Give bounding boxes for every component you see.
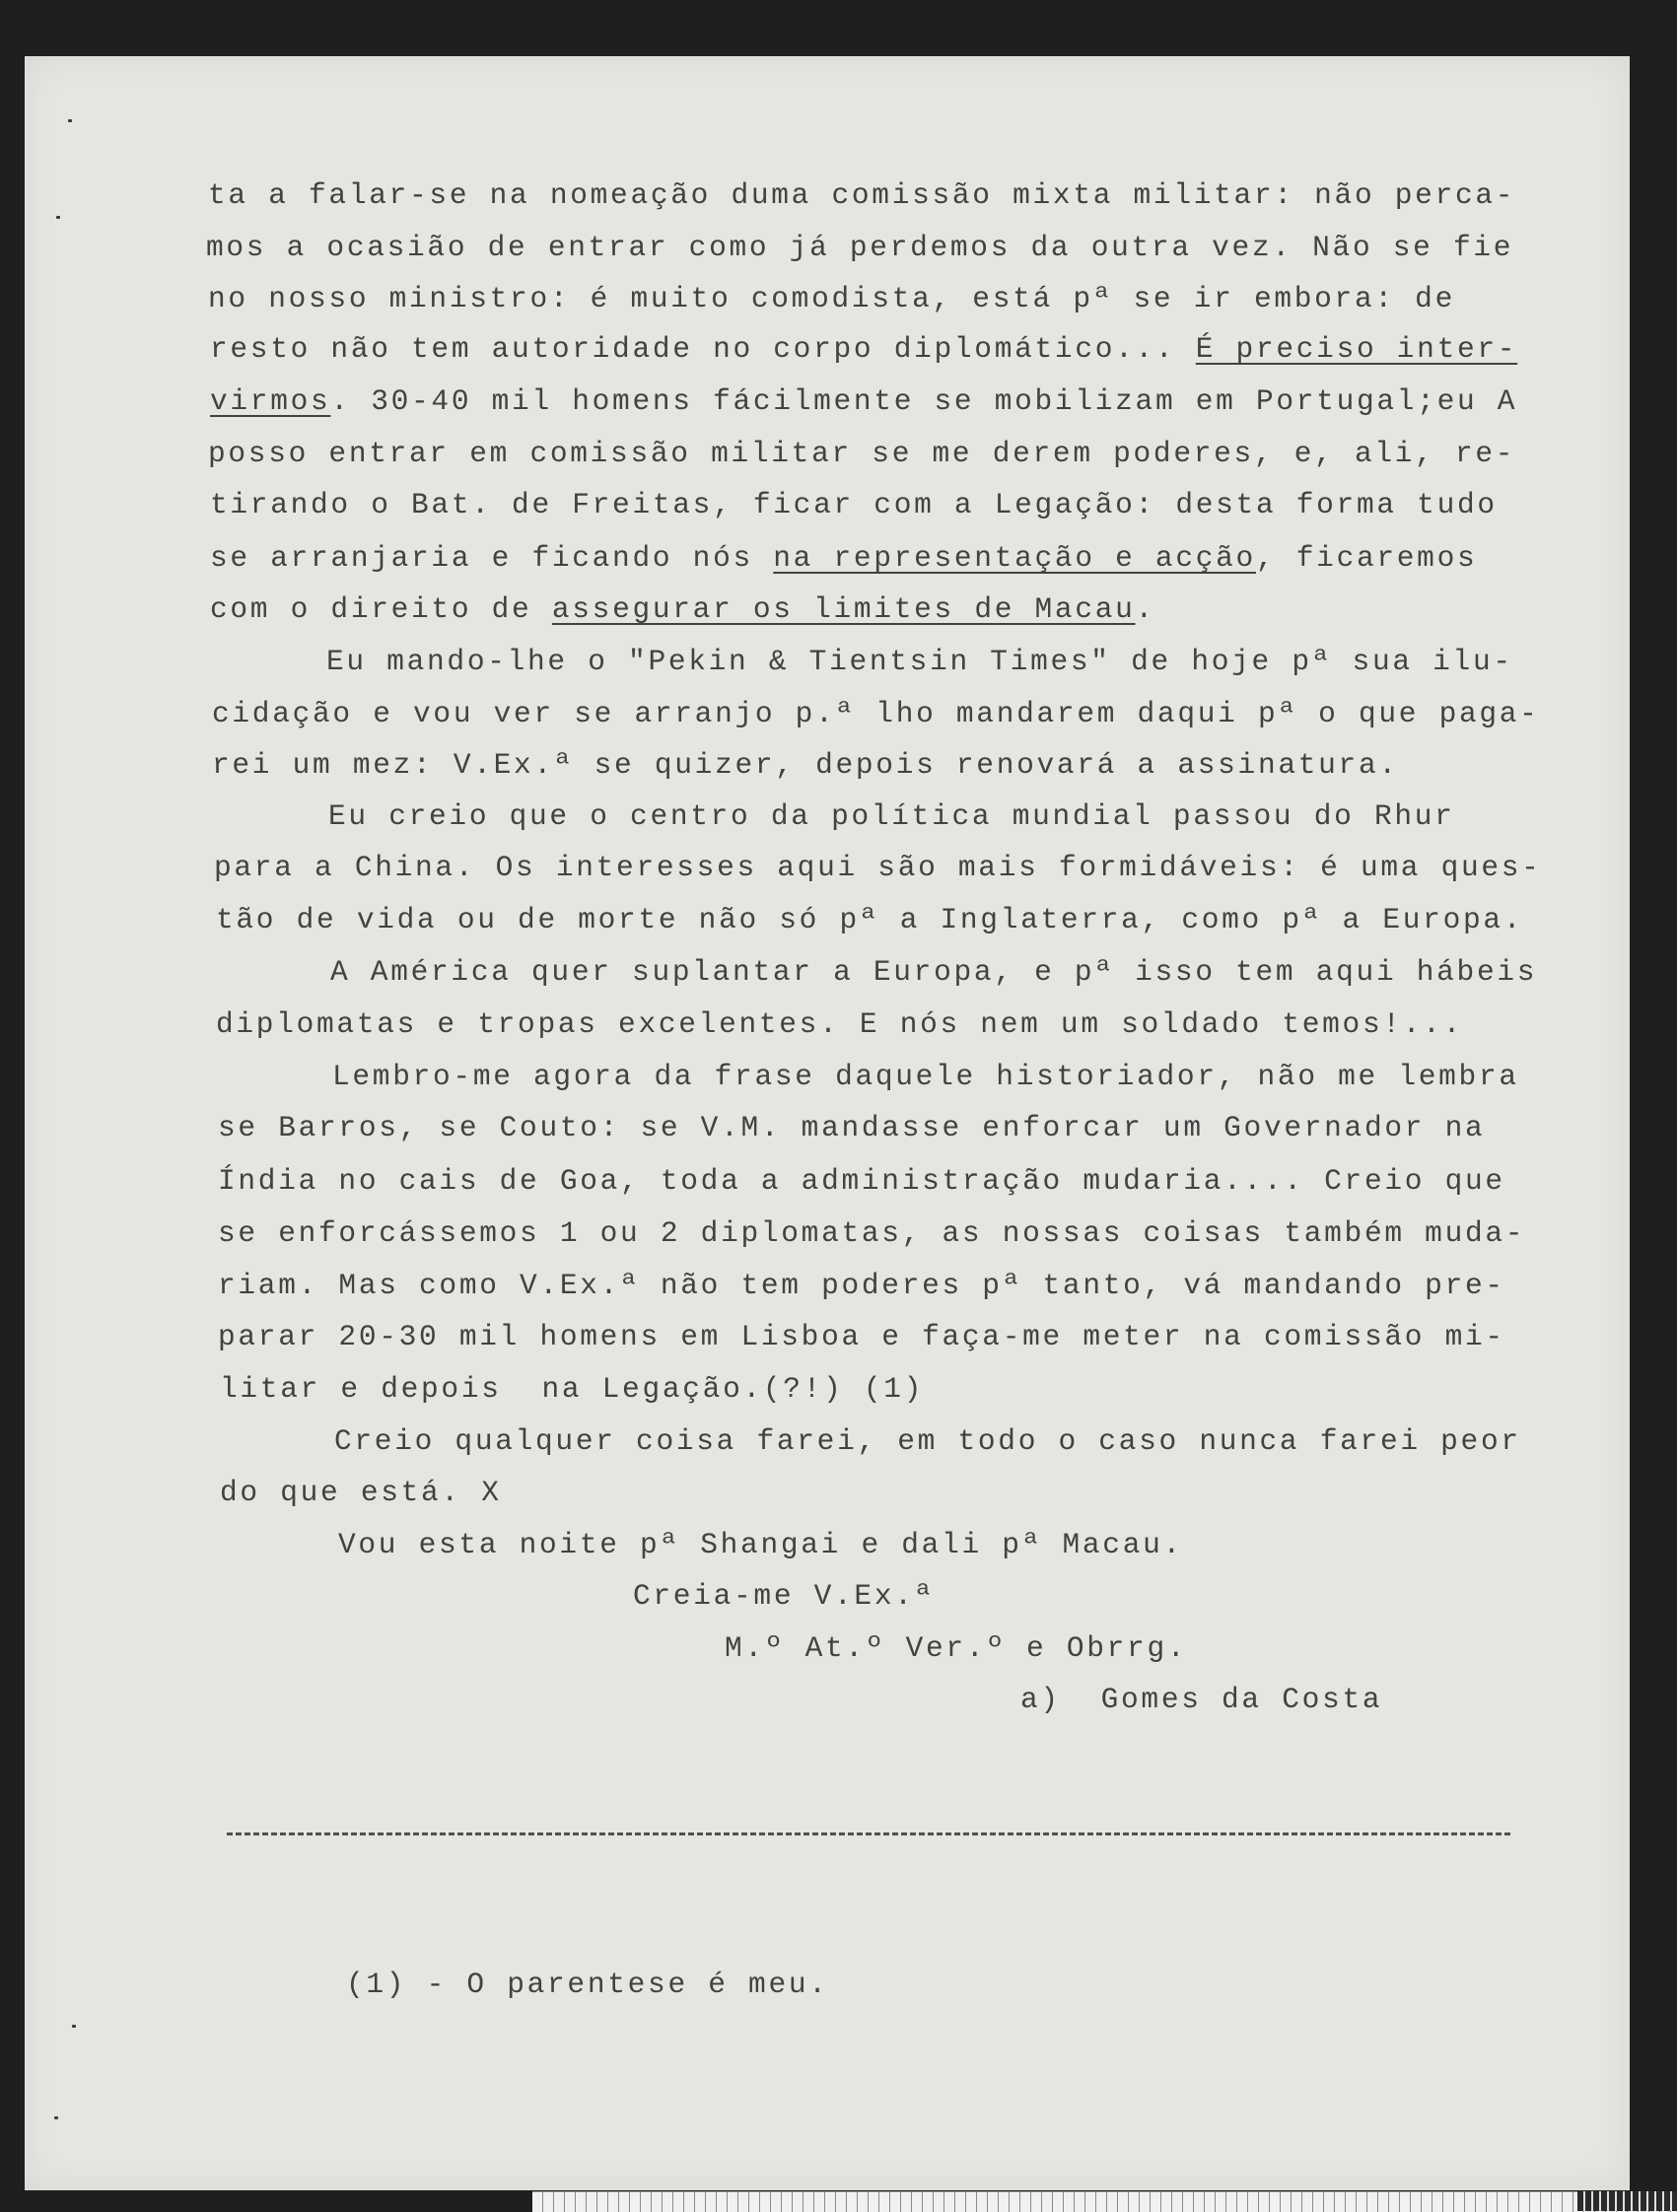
text-line: riam. Mas como V.Ex.ª não tem poderes pª tanto, vá mandando pre-	[218, 1269, 1505, 1302]
text-line	[210, 384, 1518, 418]
text-segment: com o direito de	[210, 592, 552, 626]
text-line: Eu creio que o centro da política mundial passou do Rhur	[328, 799, 1455, 833]
closing-line: M.º At.º Ver.º e Obrrg.	[725, 1631, 1188, 1665]
text-line: posso entrar em comissão militar se me derem poderes, e, ali, re-	[208, 437, 1516, 470]
text-line: se Barros, se Couto: se V.M. mandasse enforcar um Governador na	[218, 1111, 1486, 1144]
text-segment: . 30-40 mil homens fácilmente se mobilizam em Portugal;eu A	[330, 384, 1518, 418]
scale-ruler	[532, 2191, 1677, 2212]
text-line: litar e depois na Legação.(?!) (1)	[220, 1372, 925, 1406]
text-line: Índia no cais de Goa, toda a administração mudaria.... Creio que	[218, 1164, 1505, 1198]
text-line	[210, 541, 1478, 575]
text-line: ta a falar-se na nomeação duma comissão mixta militar: não perca-	[208, 178, 1516, 212]
text-segment: se arranjaria e ficando nós	[210, 541, 774, 575]
speck-mark	[68, 119, 72, 122]
text-segment: .	[1135, 592, 1155, 626]
text-segment: resto não tem autoridade no corpo diplomático...	[210, 332, 1196, 366]
signature-line: a) Gomes da Costa	[1020, 1683, 1383, 1716]
text-line: rei um mez: V.Ex.ª se quizer, depois renovará a assinatura.	[212, 748, 1399, 782]
text-line: Vou esta noite pª Shangai e dali pª Macau.	[338, 1528, 1183, 1561]
text-line	[210, 592, 1155, 626]
footnote: (1) - O parentese é meu.	[346, 1968, 829, 2001]
text-line: A América quer suplantar a Europa, e pª isso tem aqui hábeis	[330, 955, 1538, 989]
text-line: parar 20-30 mil homens em Lisboa e faça-me meter na comissão mi-	[218, 1320, 1505, 1353]
text-line: Eu mando-lhe o "Pekin & Tientsin Times" de hoje pª sua ilu-	[326, 645, 1513, 678]
text-line: tão de vida ou de morte não só pª a Inglaterra, como pª a Europa.	[216, 903, 1524, 936]
underlined-text: assegurar os limites de Macau	[551, 592, 1136, 626]
speck-mark	[56, 216, 60, 219]
dashed-separator	[227, 1832, 1510, 1835]
text-line: tirando o Bat. de Freitas, ficar com a Legação: desta forma tudo	[210, 488, 1498, 521]
underlined-text: virmos	[210, 384, 331, 418]
text-line: Lembro-me agora da frase daquele historiador, não me lembra	[332, 1060, 1519, 1093]
text-line: mos a ocasião de entrar como já perdemos da outra vez. Não se fie	[206, 231, 1514, 264]
text-line: no nosso ministro: é muito comodista, está pª se ir embora: de	[208, 282, 1455, 315]
text-line: do que está. X	[220, 1476, 502, 1509]
closing-line: Creia-me V.Ex.ª	[633, 1579, 936, 1613]
text-line: Creio qualquer coisa farei, em todo o caso nunca farei peor	[334, 1424, 1521, 1458]
text-segment: , ficaremos	[1255, 541, 1478, 575]
text-line: cidação e vou ver se arranjo p.ª lho mandarem daqui pª o que paga-	[212, 697, 1540, 730]
text-line: diplomatas e tropas excelentes. E nós nem um soldado temos!...	[216, 1007, 1463, 1041]
text-line: se enforcássemos 1 ou 2 diplomatas, as nossas coisas também muda-	[218, 1216, 1526, 1250]
color-bar	[1577, 2191, 1677, 2211]
underlined-text: É preciso inter-	[1195, 332, 1518, 366]
speck-mark	[54, 2116, 58, 2119]
text-line	[210, 332, 1518, 366]
document-page	[25, 56, 1630, 2190]
speck-mark	[72, 2025, 76, 2028]
text-line: para a China. Os interesses aqui são mais formidáveis: é uma ques-	[214, 851, 1542, 884]
underlined-text: na representação e acção	[773, 541, 1256, 575]
